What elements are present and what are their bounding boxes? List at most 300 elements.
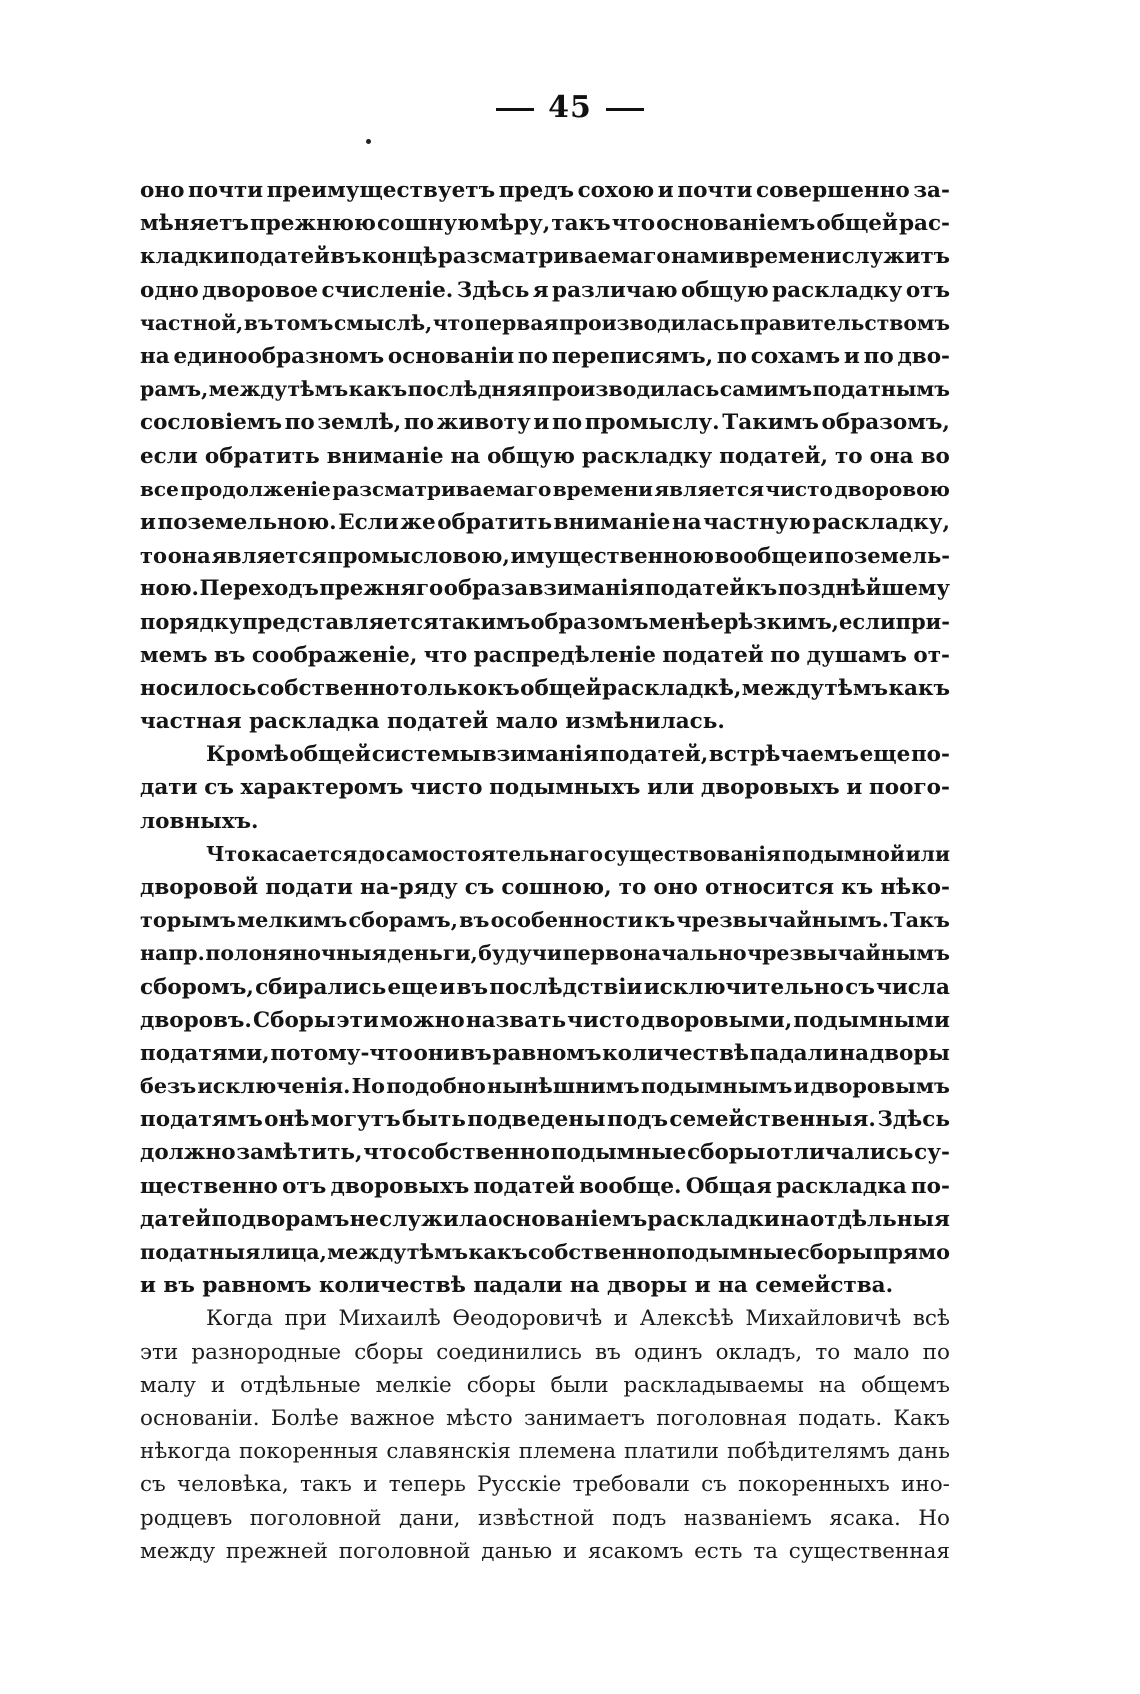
word: рамъ, [140,377,209,402]
word: одно [140,277,199,303]
word: эти [336,1007,379,1033]
word: еще [387,974,439,1000]
word: между [208,377,288,402]
word: что [363,1140,407,1166]
word: образомъ, [821,410,950,436]
page-number-right-dash [606,108,644,111]
word: собственно [528,1240,666,1264]
word: отдѣльныя [809,1206,950,1232]
word: менѣе [648,609,724,635]
word: частной, [140,310,244,335]
word: правительствомъ [739,310,950,335]
paragraph [140,738,950,838]
word: такимъ [438,609,531,635]
word: поземель- [824,543,950,569]
word: ною. [140,576,199,602]
paragraph [140,838,950,1303]
word: къ [487,675,520,701]
word: мѣняетъ [140,211,249,237]
word: прежняго [319,576,444,602]
word: встрѣчаемъ [708,742,859,768]
word: образа [443,576,529,602]
word: на [671,509,702,535]
word: поземельною. [157,509,337,535]
text-line [140,1336,950,1369]
word: замѣтить, [236,1140,363,1166]
word: нѣкогда [140,1439,231,1465]
word: въ [213,642,246,668]
word: сохамъ [750,343,841,369]
word: были [550,1372,609,1398]
word: если [140,443,198,469]
word: Что [206,841,251,866]
word: ясака. [829,1505,901,1531]
word: и [793,1074,810,1099]
word: человѣка, [177,1472,289,1498]
word: ясакомъ [588,1538,684,1564]
word: почти [188,178,264,203]
word: щественно [140,1173,278,1199]
word: относится [704,874,835,900]
word: дворовою [834,476,950,501]
word: переписямъ, [551,343,714,369]
word: и [533,410,550,436]
word: малу [140,1372,196,1398]
word: основаніи. [140,1405,260,1431]
word: подобно [386,1074,486,1099]
word: дворовой [140,874,259,900]
word: общемъ [860,1372,950,1398]
word: распредѣленіе [473,642,656,668]
word: поголовной [249,1505,382,1531]
word: окладъ, [715,1339,803,1365]
text-line [140,240,950,273]
word: за- [913,178,950,203]
word: и [140,509,156,535]
text-line [140,207,950,240]
word: Если [338,509,399,535]
word: дворовыхъ [330,1173,470,1199]
text-line [140,1070,950,1103]
word: чисто [765,476,833,501]
word: съ [140,1472,166,1498]
word: сохою [577,178,655,203]
word: податей [662,642,764,668]
word: нынѣшнимъ [487,1074,640,1099]
word: животу [436,410,531,436]
word: сборомъ, [140,974,254,1000]
word: Сборы [253,1007,336,1033]
word: тѣмъ [287,377,349,402]
word: от- [913,642,950,668]
word: дворовъ. [140,1007,252,1033]
word: частную [703,509,811,535]
text-line [140,539,950,572]
word: мелкіе [375,1372,452,1398]
word: самостоятельнаго [385,841,604,866]
word: послѣдняя [407,377,537,402]
text-line [140,506,950,539]
text-line [140,639,950,672]
word: Болѣе [270,1405,339,1431]
body-text [140,174,950,1568]
text-line [140,340,950,373]
word: можно [379,1007,465,1033]
word: все [140,476,179,501]
word: общую [680,277,769,303]
text-line [140,605,950,638]
word: и [846,775,863,801]
word: между [140,1538,216,1564]
word: занимаетъ [523,1405,645,1431]
word: единообразномъ [173,343,385,369]
word: Общая [685,1173,772,1199]
word: чрезвычайнымъ [747,941,950,966]
word: въ [459,908,490,933]
word: раскладка [776,1173,907,1199]
word: Русскіе [477,1472,562,1498]
text-line [140,1535,950,1568]
word: прежнюю [249,211,376,237]
word: разсматриваемаго [332,476,552,501]
page-number [0,90,1140,125]
word: тѣмъ [824,675,889,701]
text-line [140,838,950,871]
word: различаю [552,277,678,303]
word: отдѣльные [240,1372,361,1398]
text-line [140,406,950,439]
word: подымные [550,1140,687,1166]
word: сборы [687,1140,766,1166]
word: дворовыми, [640,1007,793,1033]
word: порядку [140,609,243,635]
word: Такъ [890,908,950,933]
word: взиманія [528,576,645,602]
word: какъ [348,377,408,402]
word: тѣмъ [406,1240,469,1264]
text-line [140,672,950,705]
word: быть [402,1107,466,1133]
word: совершенно [756,178,910,203]
word: подымной [781,841,905,866]
word: дворамъ [241,1206,350,1232]
word: имущественною [510,543,714,569]
word: она [167,543,211,569]
word: дворовое [202,277,319,303]
word: извѣстной [477,1505,595,1531]
word: дво- [897,343,950,369]
word: съ [204,775,234,801]
word: одинъ [633,1339,703,1365]
word: почти [677,178,753,203]
word: на [839,1040,870,1066]
word: та [753,1538,778,1564]
word: Михаилѣ [338,1306,441,1332]
word: касается [251,841,358,866]
word: раскладку [581,443,713,469]
word: по [716,343,747,369]
word: то [815,1339,841,1365]
word: числа [876,974,950,1000]
word: собственно [256,675,400,701]
word: теперь [388,1472,466,1498]
word: покоренныхъ [738,1472,890,1498]
word: является [654,476,764,501]
word: счисленіе. [321,277,454,303]
text-line [140,1369,950,1402]
word: эти [140,1339,179,1365]
word: сборы [466,1372,536,1398]
word: какъ [468,1240,528,1264]
word: поголовная [656,1405,788,1431]
word: Какъ [893,1405,950,1431]
word: я [532,277,549,303]
text-line [140,904,950,937]
word: раскладку, [812,509,950,535]
word: на [818,1372,846,1398]
word: въ [460,1040,492,1066]
word: и [808,543,824,569]
word: если [839,609,896,635]
word: напр. [140,941,205,966]
text-line [140,1435,950,1468]
word: предъ [498,178,574,203]
word: должно [140,1140,236,1166]
word: взиманія [481,742,599,768]
word: дворовыхъ [700,775,840,801]
word: Здѣсь [456,277,530,303]
word: исключенія. [197,1074,351,1099]
word: отличались [766,1140,914,1166]
word: по- [910,742,950,768]
word: данью [481,1538,553,1564]
word: по [211,1206,242,1232]
word: основаніемъ [656,211,816,237]
word: образомъ [530,609,649,635]
word: мѣру, [480,211,551,237]
word: на [780,1206,810,1232]
word: поого- [869,775,950,801]
word: Алексѣѣ [639,1306,734,1332]
word: будучи [478,941,563,966]
word: подъ [612,1505,667,1531]
word: въ [330,244,362,270]
word: раскладкѣ, [602,675,742,701]
word: промыслу. [584,410,720,436]
word: чисто [410,775,483,801]
word: мѣсто [446,1405,513,1431]
text-line [140,1236,950,1269]
word: общей [520,675,602,701]
word: существенная [788,1538,950,1564]
text-line: ловныхъ. [140,808,259,834]
word: смыслѣ, [334,310,433,335]
word: мемъ [140,642,208,668]
word: то [140,543,168,569]
word: между [327,1240,407,1264]
word: подымнымъ [640,1074,793,1099]
word: рѣзкимъ, [723,609,839,635]
word: вообще. [579,1173,682,1199]
word: обратить [437,509,553,535]
word: производилась [537,377,720,402]
word: мелкимъ [237,908,348,933]
word: служила [379,1206,488,1232]
page-number-value: 45 [548,90,592,125]
word: Здѣсь [877,1107,950,1133]
word: равномъ [492,1040,602,1066]
word: во [920,443,950,469]
word: и [657,178,674,203]
word: къ [841,874,874,900]
word: по [922,1339,950,1365]
word: нами [670,244,735,270]
word: важное [350,1405,435,1431]
word: является [211,543,327,569]
word: то [618,874,647,900]
word: томъ [274,310,334,335]
word: носилось [140,675,257,701]
text-line [140,1103,950,1136]
word: съ [464,874,495,900]
text-line [140,971,950,1004]
text-line [140,771,950,804]
word: въ [456,974,488,1000]
word: родцевъ [140,1505,233,1531]
word: особенности [490,908,644,933]
word: и [439,974,456,1000]
word: податей, [719,443,828,469]
text-line [140,1037,950,1070]
word: соединились [436,1339,582,1365]
word: дворовымъ [810,1074,950,1099]
word: платили [623,1439,720,1465]
word: на-ряду [360,874,458,900]
word: Переходъ [199,576,319,602]
word: сбирались [255,974,387,1000]
word: какъ [888,675,950,701]
word: покоренныя [238,1439,379,1465]
text-line [140,1136,950,1169]
word: общей [816,211,898,237]
word: податнымъ [812,377,950,402]
word: прямо [873,1240,950,1264]
word: по [517,343,548,369]
word: кладки [140,244,230,270]
word: въ [595,1339,621,1365]
word: податныя [140,1240,261,1264]
word: податей [473,1173,575,1199]
word: отъ [282,1173,327,1199]
word: представляется [242,609,439,635]
word: съ [845,974,875,1000]
text-line [140,1170,950,1203]
word: податей, [599,742,709,768]
word: податямъ [140,1107,263,1133]
text-line [140,871,950,904]
word: обратить [204,443,320,469]
word: дань [897,1439,950,1465]
word: подъ [607,1107,668,1133]
word: сословіемъ [140,410,282,436]
word: по [552,410,583,436]
word: вниманіе [553,509,671,535]
word: исключительно [643,974,845,1000]
word: основаніемъ [488,1206,648,1232]
word: же [400,509,436,535]
word: по [770,642,801,668]
word: концѣ [361,244,438,270]
text-line [140,937,950,970]
word: промысловою, [327,543,510,569]
word: что [423,642,468,668]
word: раскладку [772,277,903,303]
word: послѣдствіи [489,974,643,1000]
word: вниманіе [326,443,444,469]
word: по [863,343,894,369]
text-line [140,473,950,506]
text-line [140,1402,950,1435]
word: полоняночныя [205,941,387,966]
word: основаніи [387,343,515,369]
word: сошною, [501,874,612,900]
text-line [140,274,950,307]
word: на [450,443,481,469]
word: характеромъ [240,775,404,801]
word: служитъ [841,244,950,270]
word: что [432,310,474,335]
word: деньги, [387,941,478,966]
word: подать. [798,1405,883,1431]
word: производилась [559,310,740,335]
word: сборы [797,1240,873,1264]
word: къ [745,576,778,602]
word: преимуществуетъ [266,178,496,203]
word: позднѣйшему [777,576,950,602]
word: оно [653,874,698,900]
word: и [613,1306,629,1332]
word: раскладываемы [623,1372,804,1398]
word: раскладки [647,1206,780,1232]
word: Кромѣ [206,742,289,768]
word: Когда [206,1306,273,1332]
word: только [399,675,488,701]
word: и [562,1538,578,1564]
word: времени [734,244,842,270]
word: на [140,343,170,369]
word: торымъ [140,908,236,933]
text-line [140,307,950,340]
word: общей [289,742,371,768]
word: между [741,675,824,701]
text-line: и въ равномъ количествѣ падали на дворы и на семейства. [140,1273,894,1299]
word: то [834,443,863,469]
word: до [358,841,386,866]
word: дани, [398,1505,461,1531]
word: времени [552,476,653,501]
word: количествѣ [602,1040,750,1066]
paragraph [140,1302,950,1568]
text-line [140,1004,950,1037]
word: съ [701,1472,727,1498]
word: по [403,410,434,436]
word: чрезвычайнымъ. [676,908,889,933]
word: они [413,1040,460,1066]
word: семейственныя. [669,1107,876,1133]
text-line [140,174,950,207]
word: су- [914,1140,950,1166]
text-line [140,373,950,406]
